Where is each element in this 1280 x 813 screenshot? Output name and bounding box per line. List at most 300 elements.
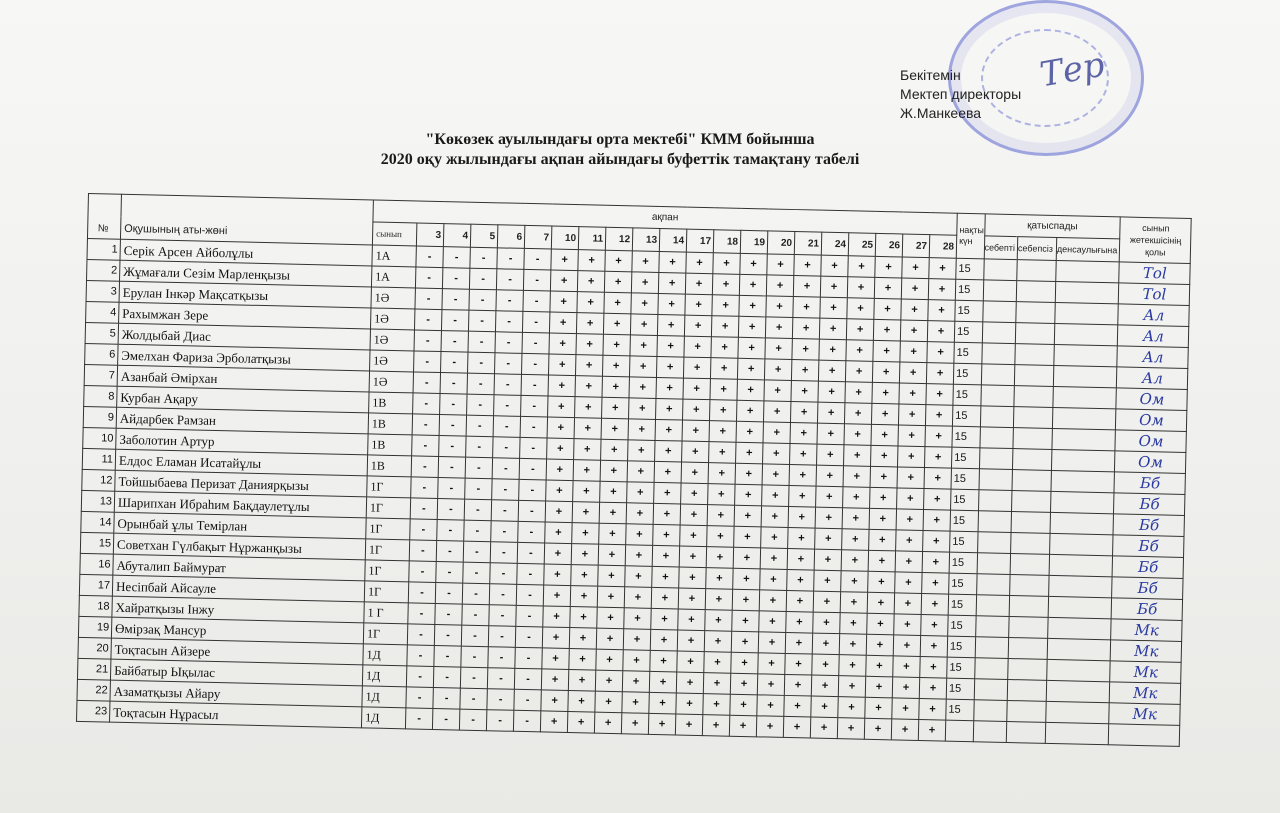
day-mark: + xyxy=(628,419,655,441)
day-mark: + xyxy=(650,650,677,672)
header-signature: сынып жетекшісінің қолы xyxy=(1120,217,1192,264)
day-mark: + xyxy=(548,396,575,418)
day-mark: - xyxy=(491,500,518,522)
day-mark: - xyxy=(414,351,441,373)
day-mark: + xyxy=(623,650,650,672)
student-class: 1В xyxy=(368,434,412,456)
day-mark: + xyxy=(818,381,845,403)
row-number: 6 xyxy=(85,343,118,365)
day-mark: + xyxy=(708,484,735,506)
day-mark: - xyxy=(521,395,548,417)
day-mark: + xyxy=(789,485,816,507)
day-mark: + xyxy=(925,405,952,427)
day-mark: + xyxy=(790,443,817,465)
student-name: Өмірзақ Мансур xyxy=(111,617,363,644)
total-days: 15 xyxy=(950,510,978,532)
day-mark: - xyxy=(467,394,494,416)
day-mark: + xyxy=(655,419,682,441)
day-mark: + xyxy=(735,484,762,506)
absent-health-cell xyxy=(1053,386,1117,408)
day-mark: + xyxy=(595,670,622,692)
director-signature: Тер xyxy=(1037,44,1108,96)
row-number: 9 xyxy=(83,406,116,428)
day-mark: + xyxy=(897,488,924,510)
day-mark: + xyxy=(543,585,570,607)
student-name: Хайратқызы Інжу xyxy=(112,596,364,623)
header-day: 14 xyxy=(659,228,687,252)
day-mark: + xyxy=(785,632,812,654)
student-name: Азаматқызы Айару xyxy=(110,680,362,707)
day-mark: + xyxy=(816,465,843,487)
day-mark: + xyxy=(762,464,789,486)
total-days: 15 xyxy=(954,342,982,364)
day-mark: + xyxy=(922,573,949,595)
day-mark: - xyxy=(492,458,519,480)
day-mark: + xyxy=(844,424,871,446)
day-mark: - xyxy=(521,374,548,396)
day-mark: - xyxy=(439,436,466,458)
day-mark: + xyxy=(702,715,729,737)
day-mark: - xyxy=(436,541,463,563)
student-class: 1В xyxy=(368,413,412,435)
day-mark: + xyxy=(872,361,899,383)
header-day: 21 xyxy=(794,232,822,256)
row-number: 14 xyxy=(81,511,114,533)
student-class: 1Ә xyxy=(370,308,414,330)
absent-no-reason-cell xyxy=(1007,679,1046,701)
day-mark: + xyxy=(601,439,628,461)
total-days: 15 xyxy=(951,489,979,511)
day-mark: - xyxy=(470,247,497,269)
day-mark: + xyxy=(873,340,900,362)
day-mark: - xyxy=(519,458,546,480)
day-mark: + xyxy=(627,461,654,483)
day-mark: - xyxy=(442,289,469,311)
day-mark: + xyxy=(786,590,813,612)
day-mark: + xyxy=(816,486,843,508)
absent-health-cell xyxy=(1054,323,1118,345)
day-mark: - xyxy=(464,520,491,542)
row-number: 17 xyxy=(79,574,112,596)
day-mark: + xyxy=(683,399,710,421)
day-mark: + xyxy=(680,504,707,526)
student-class: 1Г xyxy=(363,623,407,645)
absent-no-reason-cell xyxy=(1016,302,1055,324)
row-number: 1 xyxy=(87,238,120,260)
day-mark: + xyxy=(922,552,949,574)
day-mark: + xyxy=(675,714,702,736)
teacher-signature: Ал xyxy=(1117,346,1188,369)
day-mark: + xyxy=(649,692,676,714)
header-day: 7 xyxy=(524,225,552,249)
day-mark: + xyxy=(898,404,925,426)
day-mark: + xyxy=(865,676,892,698)
day-mark: + xyxy=(575,355,602,377)
day-mark: - xyxy=(406,666,433,688)
header-day: 27 xyxy=(902,234,930,258)
day-mark: + xyxy=(793,297,820,319)
day-mark: + xyxy=(892,677,919,699)
absent-no-reason-cell xyxy=(1013,428,1052,450)
absent-reason-cell xyxy=(973,721,1007,743)
day-mark: - xyxy=(523,290,550,312)
absent-no-reason-cell xyxy=(1014,365,1053,387)
day-mark: + xyxy=(711,316,738,338)
day-mark: + xyxy=(817,423,844,445)
day-mark: + xyxy=(621,713,648,735)
teacher-signature: Мк xyxy=(1110,661,1181,684)
teacher-signature: Тоl xyxy=(1119,262,1190,285)
day-mark: - xyxy=(413,393,440,415)
day-mark: - xyxy=(413,372,440,394)
day-mark: + xyxy=(793,276,820,298)
absent-no-reason-cell xyxy=(1014,386,1053,408)
day-mark: - xyxy=(489,584,516,606)
student-class: 1Г xyxy=(365,539,409,561)
day-mark: + xyxy=(870,487,897,509)
day-mark: + xyxy=(625,545,652,567)
day-mark: + xyxy=(735,463,762,485)
day-mark: + xyxy=(653,503,680,525)
teacher-signature: Бб xyxy=(1113,514,1184,537)
day-mark: - xyxy=(516,584,543,606)
day-mark: + xyxy=(739,295,766,317)
day-mark: + xyxy=(756,716,783,738)
day-mark: + xyxy=(712,274,739,296)
day-mark: + xyxy=(764,380,791,402)
day-mark: + xyxy=(818,360,845,382)
day-mark: + xyxy=(759,611,786,633)
total-days: 15 xyxy=(951,447,979,469)
day-mark: + xyxy=(710,358,737,380)
day-mark: + xyxy=(787,569,814,591)
day-mark: + xyxy=(631,272,658,294)
header-day: 24 xyxy=(821,232,849,256)
day-mark: + xyxy=(709,400,736,422)
day-mark: + xyxy=(760,569,787,591)
day-mark: + xyxy=(595,691,622,713)
day-mark: + xyxy=(650,629,677,651)
day-mark: - xyxy=(461,625,488,647)
header-day: 18 xyxy=(713,230,741,254)
absent-health-cell xyxy=(1051,449,1115,471)
total-days xyxy=(945,720,973,742)
day-mark: - xyxy=(412,414,439,436)
header-day: 13 xyxy=(632,228,660,252)
day-mark: - xyxy=(495,353,522,375)
day-mark: + xyxy=(893,635,920,657)
day-mark: + xyxy=(679,546,706,568)
absent-reason-cell xyxy=(976,595,1010,617)
total-days: 15 xyxy=(947,636,975,658)
day-mark: + xyxy=(785,653,812,675)
day-mark: + xyxy=(790,422,817,444)
day-mark: + xyxy=(924,447,951,469)
day-mark: - xyxy=(437,499,464,521)
day-mark: - xyxy=(495,311,522,333)
day-mark: + xyxy=(576,313,603,335)
day-mark: + xyxy=(845,382,872,404)
absent-no-reason-cell xyxy=(1010,554,1049,576)
day-mark: + xyxy=(629,398,656,420)
day-mark: + xyxy=(847,298,874,320)
day-mark: - xyxy=(442,268,469,290)
day-mark: + xyxy=(600,481,627,503)
day-mark: + xyxy=(602,397,629,419)
student-name: Елдос Еламан Исатайұлы xyxy=(115,449,367,476)
header-day: 25 xyxy=(848,233,876,257)
attendance-table-wrapper xyxy=(76,193,1192,747)
absent-health-cell xyxy=(1045,722,1109,744)
day-mark: + xyxy=(649,671,676,693)
day-mark: + xyxy=(891,719,918,741)
day-mark: - xyxy=(515,626,542,648)
day-mark: + xyxy=(926,384,953,406)
teacher-signature: Мк xyxy=(1110,682,1181,705)
student-class: 1Г xyxy=(367,476,411,498)
absent-health-cell xyxy=(1050,512,1114,534)
day-mark: + xyxy=(624,608,651,630)
absent-reason-cell xyxy=(974,679,1008,701)
day-mark: + xyxy=(683,378,710,400)
day-mark: + xyxy=(575,397,602,419)
day-mark: + xyxy=(711,337,738,359)
day-mark: + xyxy=(734,526,761,548)
day-mark: - xyxy=(494,374,521,396)
student-class: 1В xyxy=(369,392,413,414)
day-mark: + xyxy=(545,501,572,523)
absent-no-reason-cell xyxy=(1008,638,1047,660)
day-mark: + xyxy=(685,273,712,295)
absent-reason-cell xyxy=(982,322,1016,344)
day-mark: + xyxy=(729,715,756,737)
day-mark: + xyxy=(569,628,596,650)
student-name: Эмелхан Фариза Эрболатқызы xyxy=(118,344,370,371)
absent-no-reason-cell xyxy=(1015,323,1054,345)
absent-no-reason-cell xyxy=(1010,575,1049,597)
absent-reason-cell xyxy=(982,301,1016,323)
day-mark: + xyxy=(758,653,785,675)
day-mark: + xyxy=(812,633,839,655)
absent-reason-cell xyxy=(981,343,1015,365)
day-mark: + xyxy=(572,523,599,545)
day-mark: + xyxy=(869,529,896,551)
day-mark: + xyxy=(923,510,950,532)
day-mark: + xyxy=(627,482,654,504)
absent-reason-cell xyxy=(975,637,1009,659)
day-mark: + xyxy=(678,609,705,631)
total-days: 15 xyxy=(948,615,976,637)
day-mark: + xyxy=(841,571,868,593)
day-mark: + xyxy=(871,424,898,446)
row-number: 7 xyxy=(84,364,117,386)
day-mark: + xyxy=(681,462,708,484)
student-name: Тоқтасын Нұрасыл xyxy=(110,701,362,728)
day-mark: + xyxy=(624,587,651,609)
day-mark: + xyxy=(820,276,847,298)
day-mark: + xyxy=(623,629,650,651)
student-name: Советхан Гүлбақыт Нұржанқызы xyxy=(113,533,365,560)
student-name: Заболотин Артур xyxy=(116,428,368,455)
row-number: 12 xyxy=(82,469,115,491)
teacher-signature: Ал xyxy=(1117,367,1188,390)
day-mark: + xyxy=(707,505,734,527)
day-mark: - xyxy=(494,395,521,417)
teacher-signature: Бб xyxy=(1114,493,1185,516)
day-mark: + xyxy=(651,608,678,630)
day-mark: + xyxy=(712,295,739,317)
day-mark: - xyxy=(517,542,544,564)
day-mark: + xyxy=(599,523,626,545)
day-mark: + xyxy=(544,564,571,586)
day-mark: + xyxy=(658,293,685,315)
day-mark: + xyxy=(631,293,658,315)
day-mark: + xyxy=(629,377,656,399)
total-days: 15 xyxy=(952,426,980,448)
day-mark: + xyxy=(844,403,871,425)
day-mark: + xyxy=(757,695,784,717)
day-mark: + xyxy=(865,697,892,719)
day-mark: + xyxy=(821,255,848,277)
header-day: 26 xyxy=(875,233,903,257)
absent-no-reason-cell xyxy=(1011,491,1050,513)
day-mark: + xyxy=(837,718,864,740)
day-mark: + xyxy=(677,651,704,673)
absent-no-reason-cell xyxy=(1015,344,1054,366)
day-mark: - xyxy=(438,478,465,500)
day-mark: + xyxy=(920,636,947,658)
student-name: Жолдыбай Диас xyxy=(118,323,370,350)
absent-reason-cell xyxy=(979,469,1013,491)
total-days: 15 xyxy=(956,258,984,280)
day-mark: - xyxy=(432,708,459,730)
day-mark: + xyxy=(656,356,683,378)
day-mark: + xyxy=(738,316,765,338)
day-mark: + xyxy=(594,712,621,734)
day-mark: + xyxy=(654,461,681,483)
absent-no-reason-cell xyxy=(1011,533,1050,555)
day-mark: + xyxy=(629,356,656,378)
day-mark: - xyxy=(409,561,436,583)
header-day: 11 xyxy=(578,227,606,251)
day-mark: - xyxy=(414,309,441,331)
day-mark: - xyxy=(493,416,520,438)
day-mark: - xyxy=(497,248,524,270)
day-mark: + xyxy=(762,485,789,507)
day-mark: + xyxy=(630,314,657,336)
student-name: Курбан Ақару xyxy=(117,386,369,413)
day-mark: + xyxy=(789,464,816,486)
day-mark: - xyxy=(513,710,540,732)
total-days: 15 xyxy=(953,384,981,406)
day-mark: + xyxy=(817,402,844,424)
absent-no-reason-cell xyxy=(1009,617,1048,639)
day-mark: + xyxy=(731,631,758,653)
day-mark: + xyxy=(567,712,594,734)
day-mark: + xyxy=(737,379,764,401)
day-mark: - xyxy=(495,332,522,354)
day-mark: - xyxy=(405,708,432,730)
day-mark: + xyxy=(736,400,763,422)
total-days: 15 xyxy=(951,468,979,490)
day-mark: + xyxy=(598,565,625,587)
day-mark: - xyxy=(463,541,490,563)
absent-health-cell xyxy=(1048,617,1112,639)
day-mark: + xyxy=(652,545,679,567)
student-name: Тоқтасын Айзере xyxy=(111,638,363,665)
attendance-rows xyxy=(77,238,1191,746)
day-mark: + xyxy=(676,693,703,715)
day-mark: - xyxy=(460,688,487,710)
day-mark: + xyxy=(927,321,954,343)
day-mark: - xyxy=(522,332,549,354)
day-mark: - xyxy=(410,519,437,541)
day-mark: + xyxy=(874,277,901,299)
day-mark: + xyxy=(766,296,793,318)
title-line-1: "Көкөзек ауылындағы орта мектебі" КММ бойынша xyxy=(425,131,815,148)
day-mark: + xyxy=(842,508,869,530)
teacher-signature: Ом xyxy=(1116,388,1187,411)
day-mark: - xyxy=(461,646,488,668)
day-mark: - xyxy=(441,310,468,332)
student-name: Айдарбек Рамзан xyxy=(116,407,368,434)
day-mark: - xyxy=(488,626,515,648)
day-mark: + xyxy=(894,614,921,636)
day-mark: + xyxy=(705,589,732,611)
day-mark: + xyxy=(625,566,652,588)
day-mark: + xyxy=(838,676,865,698)
day-mark: + xyxy=(897,467,924,489)
day-mark: - xyxy=(462,583,489,605)
day-mark: + xyxy=(897,446,924,468)
day-mark: + xyxy=(601,418,628,440)
absent-health-cell xyxy=(1055,281,1119,303)
day-mark: + xyxy=(572,502,599,524)
day-mark: + xyxy=(737,358,764,380)
header-health: денсаулығына xyxy=(1056,237,1120,261)
day-mark: + xyxy=(676,672,703,694)
row-number: 13 xyxy=(81,490,114,512)
day-mark: + xyxy=(759,590,786,612)
day-mark: + xyxy=(924,468,951,490)
day-mark: - xyxy=(463,562,490,584)
day-mark: + xyxy=(921,594,948,616)
header-day: 4 xyxy=(443,224,471,248)
header-day: 5 xyxy=(470,224,498,248)
day-mark: - xyxy=(441,352,468,374)
day-mark: + xyxy=(900,320,927,342)
absent-reason-cell xyxy=(978,490,1012,512)
teacher-signature: Ом xyxy=(1115,430,1186,453)
day-mark: + xyxy=(733,547,760,569)
day-mark: + xyxy=(602,376,629,398)
header-day: 6 xyxy=(497,225,525,249)
day-mark: + xyxy=(920,656,947,678)
day-mark: + xyxy=(895,551,922,573)
row-number: 21 xyxy=(77,658,110,680)
day-mark: + xyxy=(622,671,649,693)
day-mark: - xyxy=(523,269,550,291)
header-month: ақпан xyxy=(373,200,957,235)
day-mark: + xyxy=(707,526,734,548)
day-mark: + xyxy=(678,588,705,610)
day-mark: - xyxy=(465,478,492,500)
day-mark: - xyxy=(491,521,518,543)
day-mark: + xyxy=(788,506,815,528)
day-mark: + xyxy=(546,459,573,481)
day-mark: + xyxy=(792,318,819,340)
day-mark: + xyxy=(577,292,604,314)
